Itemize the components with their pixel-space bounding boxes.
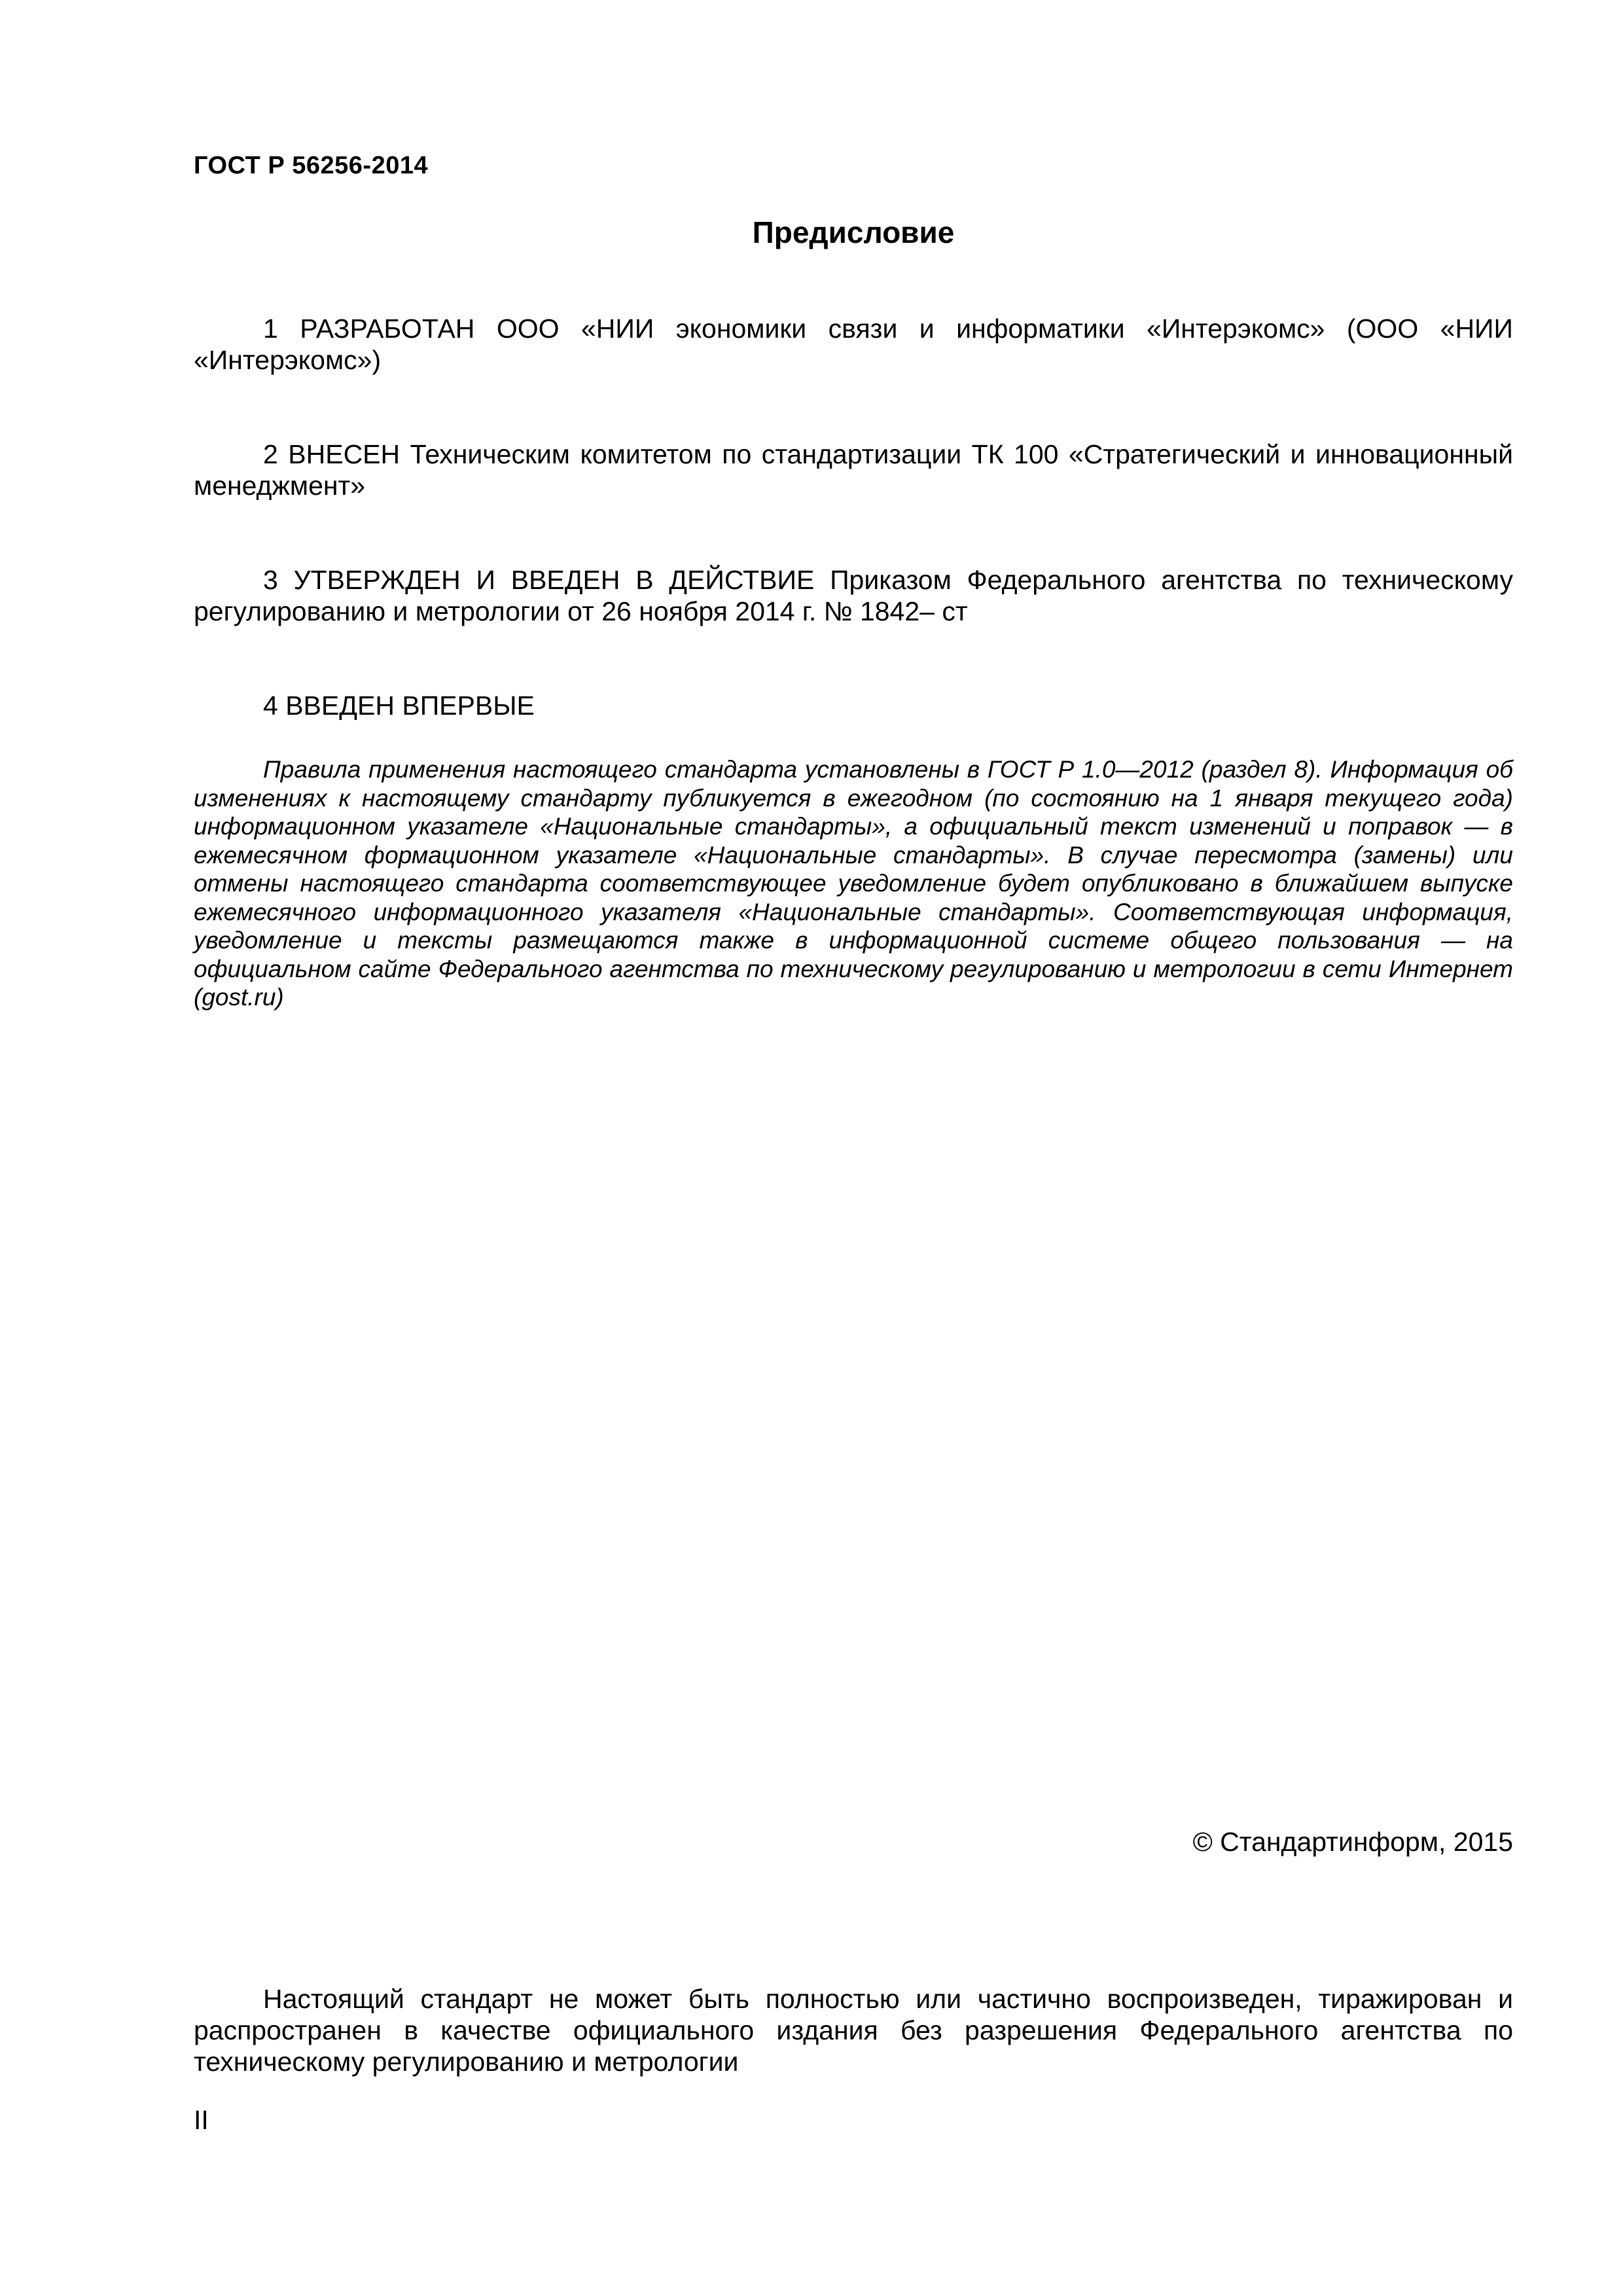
preface-item-submitted: 2 ВНЕСЕН Техническим комитетом по стандартизации ТК 100 «Стратегический и инновационный менеджмент»	[194, 439, 1513, 501]
page-number: II	[194, 2105, 209, 2135]
copyright-notice: © Стандартинформ, 2015	[1192, 1827, 1513, 1857]
preface-body	[194, 313, 1513, 1012]
page-title: Предисловие	[752, 215, 955, 249]
standard-code: ГОСТ Р 56256-2014	[194, 152, 429, 179]
application-rules-note: Правила применения настоящего стандарта установлены в ГОСТ Р 1.0—2012 (раздел 8). Информация об изменениях к настоящему стандарту публикуется в ежегодном (по состоянию на 1 января текущего года) информационном указателе «Национальные стандарты», а официальный текст изменений и поправок — в ежемесячном формационном указателе «Национальные стандарты». В случае пересмотра (замены) или отмены настоящего стандарта соответствующее уведомление будет опубликовано в ближайшем выпуске ежемесячного информационного указателя «Национальные стандарты». Соответствующая информация, уведомление и тексты размещаются также в информационной системе общего пользования — на официальном сайте Федерального агентства по техническому регулированию и метрологии в сети Интернет (gost.ru)	[194, 756, 1513, 1011]
preface-item-approved: 3 УТВЕРЖДЕН И ВВЕДЕН В ДЕЙСТВИЕ Приказом Федерального агентства по техническому регулированию и метрологии от 26 ноября 2014 г. № 1842– ст	[194, 565, 1513, 626]
preface-item-developed: 1 РАЗРАБОТАН ООО «НИИ экономики связи и информатики «Интерэкомс» (ООО «НИИ «Интерэкомс»)	[194, 314, 1513, 375]
preface-item-introduced: 4 ВВЕДЕН ВПЕРВЫЕ	[263, 691, 535, 721]
reproduction-rights-notice: Настоящий стандарт не может быть полностью или частично воспроизведен, тиражирован и распространен в качестве официального издания без разрешения Федерального агентства по техническому регулированию и метрологии	[194, 1984, 1513, 2077]
